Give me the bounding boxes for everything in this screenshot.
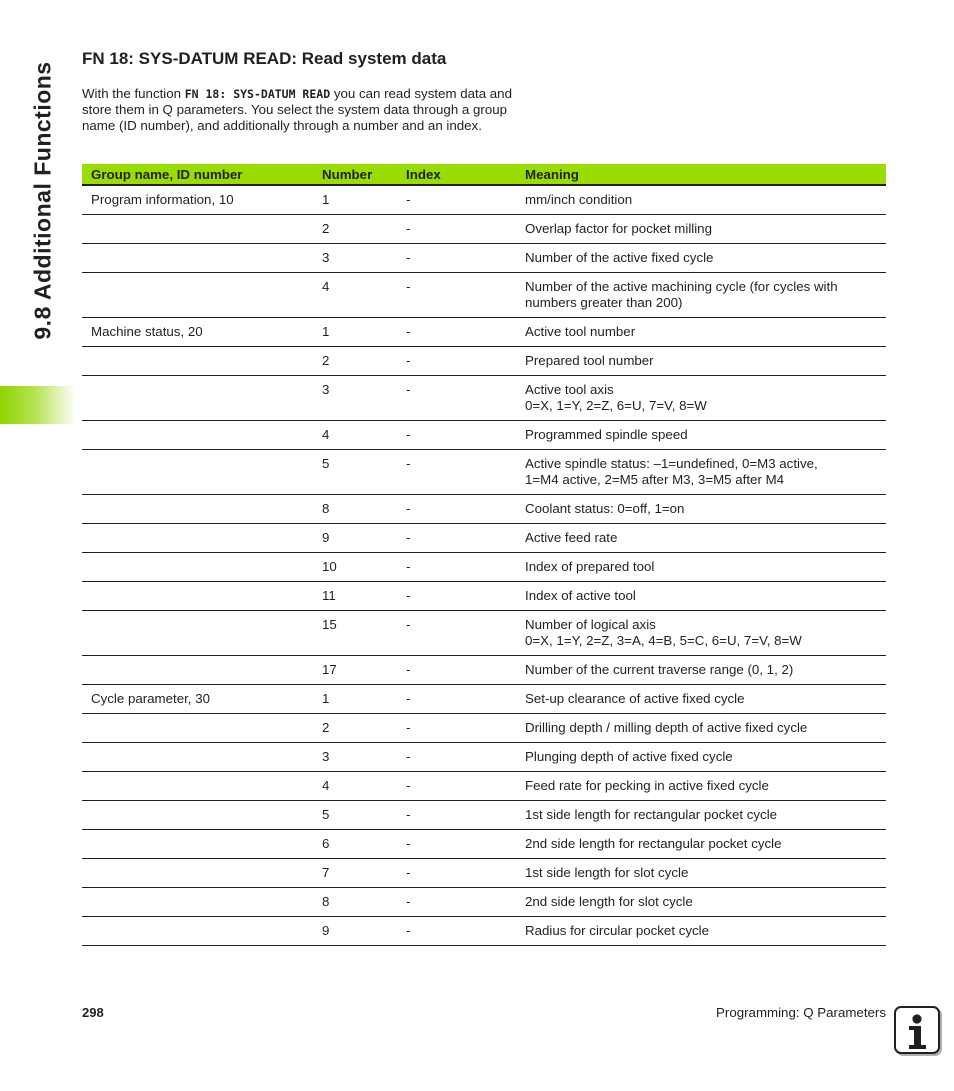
table-row [82,582,886,611]
section-title: FN 18: SYS-DATUM READ: Read system data [82,49,447,68]
number-cell: 3 [322,743,406,772]
chapter-side-title [26,50,60,350]
chapter-side-title-text: 9.8 Additional Functions [29,60,56,340]
meaning-cell [525,772,886,801]
number-cell: 3 [322,376,406,421]
table-row [82,917,886,946]
number-cell: 5 [322,450,406,495]
group-cell [82,421,322,450]
group-cell [82,273,322,318]
meaning-line: 2nd side length for rectangular pocket cycle [525,836,782,851]
group-cell [82,524,322,553]
table-row [82,743,886,772]
group-cell [82,376,322,421]
group-cell [82,888,322,917]
group-cell [82,347,322,376]
table-row [82,888,886,917]
number-cell: 8 [322,495,406,524]
table-row [82,830,886,859]
meaning-line: Index of prepared tool [525,559,655,574]
number-cell: 4 [322,421,406,450]
index-cell: - [406,859,525,888]
meaning-line: Number of logical axis [525,617,656,632]
group-cell [82,553,322,582]
group-cell [82,772,322,801]
group-cell [82,859,322,888]
number-cell: 17 [322,656,406,685]
meaning-line: 1=M4 active, 2=M5 after M3, 3=M5 after M4 [525,472,785,487]
meaning-cell [525,611,886,656]
meaning-cell [525,215,886,244]
intro-function-code: FN 18: SYS-DATUM READ [184,87,331,101]
intro-text-before: With the function [82,86,185,101]
header-meaning: Meaning [525,164,886,185]
meaning-cell [525,830,886,859]
group-cell: Program information, 10 [82,185,322,215]
group-cell: Cycle parameter, 30 [82,685,322,714]
number-cell: 2 [322,714,406,743]
index-cell: - [406,215,525,244]
meaning-cell [525,801,886,830]
meaning-line: Prepared tool number [525,353,654,368]
table-row [82,318,886,347]
meaning-cell [525,347,886,376]
group-cell [82,450,322,495]
group-cell [82,830,322,859]
info-icon-glyph [896,1008,938,1052]
group-cell [82,656,322,685]
table-row [82,376,886,421]
table-row [82,772,886,801]
table-row [82,553,886,582]
meaning-cell [525,917,886,946]
table-row [82,215,886,244]
number-cell: 7 [322,859,406,888]
index-cell: - [406,273,525,318]
number-cell: 4 [322,273,406,318]
meaning-line: Set-up clearance of active fixed cycle [525,691,745,706]
index-cell: - [406,611,525,656]
table-row [82,714,886,743]
number-cell: 4 [322,772,406,801]
meaning-cell [525,318,886,347]
meaning-cell [525,495,886,524]
number-cell: 1 [322,685,406,714]
footer-chapter-title: Programming: Q Parameters [716,1005,886,1020]
table-row [82,185,886,215]
meaning-line: 2nd side length for slot cycle [525,894,693,909]
meaning-cell [525,685,886,714]
index-cell: - [406,772,525,801]
number-cell: 15 [322,611,406,656]
index-cell: - [406,450,525,495]
info-icon [894,1006,940,1054]
meaning-cell [525,524,886,553]
index-cell: - [406,185,525,215]
number-cell: 3 [322,244,406,273]
meaning-line: Active spindle status: –1=undefined, 0=M3 active, [525,456,818,471]
system-data-table [82,164,886,946]
header-number: Number [322,164,406,185]
number-cell: 9 [322,524,406,553]
meaning-line: 1st side length for slot cycle [525,865,689,880]
meaning-line: Plunging depth of active fixed cycle [525,749,733,764]
index-cell: - [406,888,525,917]
number-cell: 6 [322,830,406,859]
meaning-line: Active feed rate [525,530,618,545]
table-row [82,244,886,273]
meaning-line: Overlap factor for pocket milling [525,221,712,236]
meaning-cell [525,273,886,318]
index-cell: - [406,714,525,743]
meaning-line: numbers greater than 200) [525,295,683,310]
group-cell [82,582,322,611]
intro-paragraph [82,86,532,134]
index-cell: - [406,830,525,859]
index-cell: - [406,495,525,524]
meaning-cell [525,421,886,450]
meaning-cell [525,888,886,917]
table-row [82,801,886,830]
meaning-line: Feed rate for pecking in active fixed cycle [525,778,769,793]
number-cell: 1 [322,185,406,215]
table-row [82,685,886,714]
group-cell [82,917,322,946]
group-cell [82,611,322,656]
table-row [82,273,886,318]
table-row [82,421,886,450]
meaning-line: Index of active tool [525,588,636,603]
intro-text-after: you can read system data and store them in Q parameters. You select the system data through a group name (ID number), and additionally through a number and an index. [82,86,512,133]
meaning-line: Number of the active fixed cycle [525,250,714,265]
number-cell: 8 [322,888,406,917]
meaning-cell [525,244,886,273]
index-cell: - [406,347,525,376]
index-cell: - [406,244,525,273]
group-cell [82,244,322,273]
index-cell: - [406,421,525,450]
number-cell: 1 [322,318,406,347]
meaning-line: 0=X, 1=Y, 2=Z, 3=A, 4=B, 5=C, 6=U, 7=V, 8=W [525,633,802,648]
group-cell: Machine status, 20 [82,318,322,347]
meaning-line: Number of the active machining cycle (for cycles with [525,279,838,294]
meaning-line: mm/inch condition [525,192,633,207]
table-row [82,524,886,553]
meaning-cell [525,553,886,582]
meaning-line: Drilling depth / milling depth of active fixed cycle [525,720,808,735]
group-cell [82,801,322,830]
meaning-line: Number of the current traverse range (0, 1, 2) [525,662,794,677]
meaning-line: Active tool number [525,324,636,339]
meaning-cell [525,859,886,888]
group-cell [82,714,322,743]
index-cell: - [406,656,525,685]
table-row [82,450,886,495]
page-number: 298 [82,1005,104,1020]
index-cell: - [406,376,525,421]
table-row [82,611,886,656]
number-cell: 11 [322,582,406,611]
index-cell: - [406,582,525,611]
meaning-cell [525,185,886,215]
meaning-cell [525,743,886,772]
index-cell: - [406,917,525,946]
meaning-line: 0=X, 1=Y, 2=Z, 6=U, 7=V, 8=W [525,398,707,413]
table-body [82,185,886,946]
number-cell: 9 [322,917,406,946]
index-cell: - [406,553,525,582]
number-cell: 2 [322,215,406,244]
header-index: Index [406,164,525,185]
group-cell [82,495,322,524]
meaning-cell [525,656,886,685]
meaning-line: Radius for circular pocket cycle [525,923,710,938]
number-cell: 2 [322,347,406,376]
index-cell: - [406,318,525,347]
group-cell [82,215,322,244]
number-cell: 5 [322,801,406,830]
meaning-cell [525,450,886,495]
index-cell: - [406,801,525,830]
meaning-line: Active tool axis [525,382,614,397]
table-row [82,859,886,888]
table-row [82,347,886,376]
meaning-line: 1st side length for rectangular pocket cycle [525,807,778,822]
meaning-line: Programmed spindle speed [525,427,688,442]
table-header-row [82,164,886,185]
group-cell [82,743,322,772]
number-cell: 10 [322,553,406,582]
table-row [82,656,886,685]
meaning-cell [525,582,886,611]
table-row [82,495,886,524]
meaning-line: Coolant status: 0=off, 1=on [525,501,685,516]
index-cell: - [406,743,525,772]
chapter-tab-marker [0,386,76,424]
meaning-cell [525,376,886,421]
meaning-cell [525,714,886,743]
index-cell: - [406,524,525,553]
header-group: Group name, ID number [82,164,322,185]
index-cell: - [406,685,525,714]
